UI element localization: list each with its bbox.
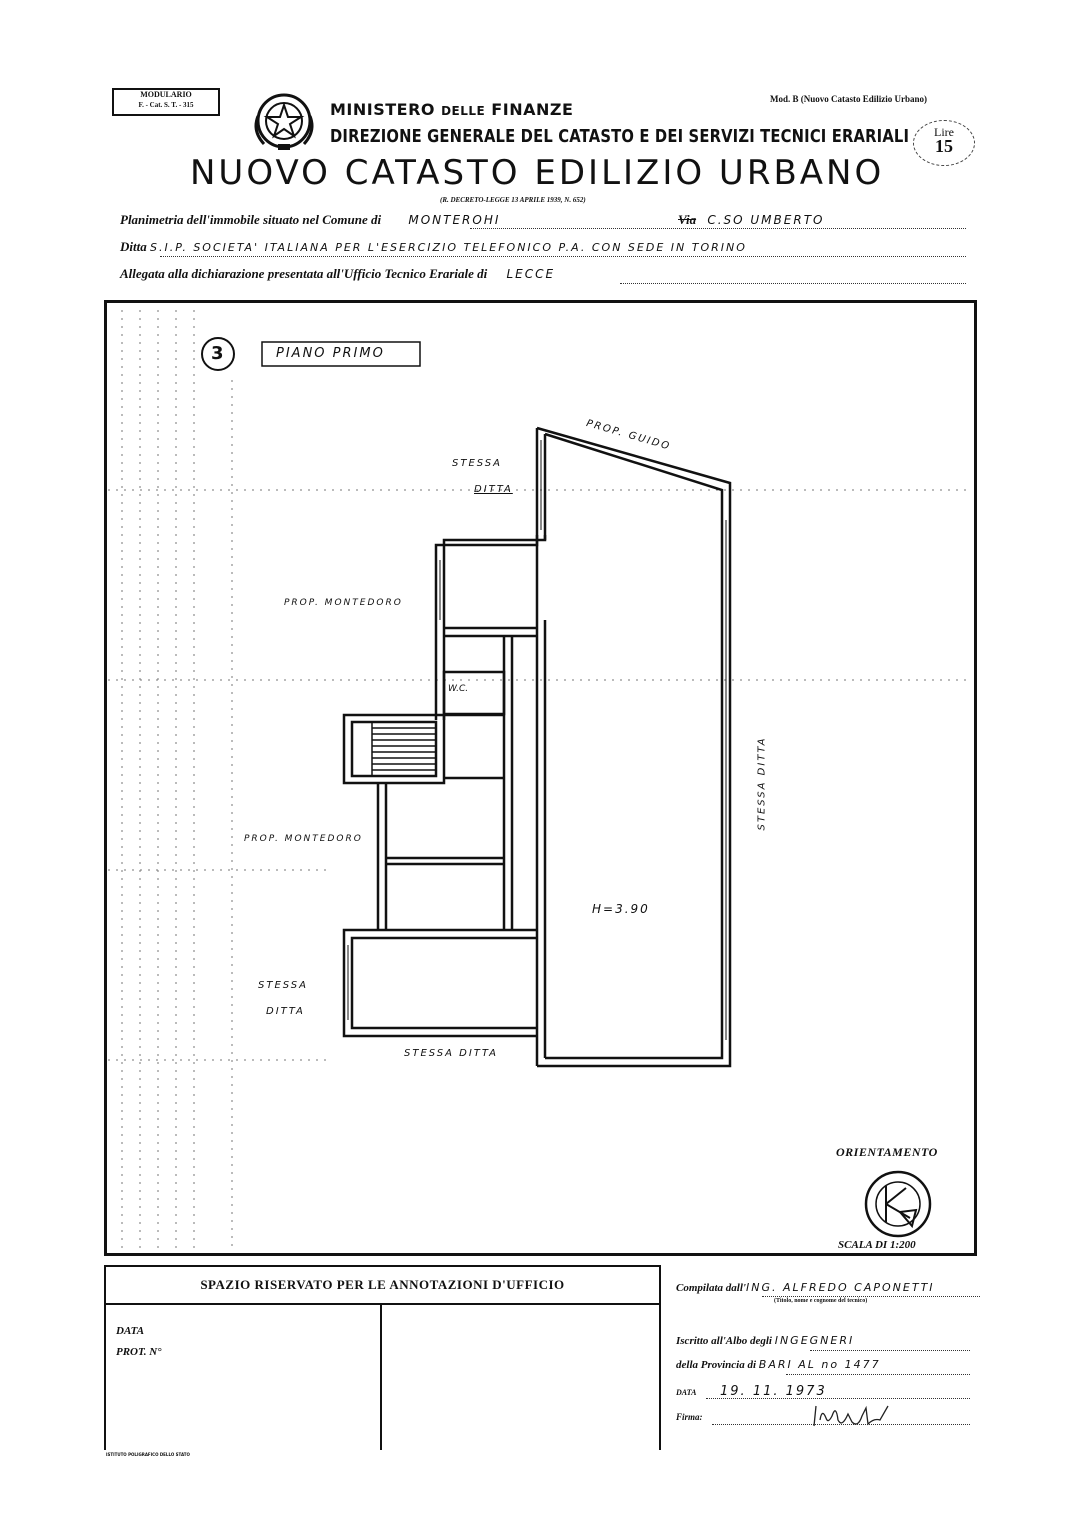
compiler-data-label: DATA xyxy=(676,1388,697,1397)
label-prop-montedoro-1: PROP. MONTEDORO xyxy=(284,598,403,608)
page-title: NUOVO CATASTO EDILIZIO URBANO xyxy=(190,153,885,193)
iscritto-dotline xyxy=(810,1350,970,1351)
lire-label: Lire xyxy=(934,125,954,139)
via-value: C.SO UMBERTO xyxy=(707,213,825,227)
stair-treads xyxy=(372,722,436,776)
orientamento-label: ORIENTAMENTO xyxy=(836,1145,938,1159)
compass-icon xyxy=(866,1172,930,1236)
walls xyxy=(344,428,730,1066)
modulario-code: F. - Cat. S. T. - 315 xyxy=(138,101,194,109)
floor-label: PIANO PRIMO xyxy=(276,346,385,361)
iscritto-label: Iscritto all'Albo degli xyxy=(676,1335,772,1347)
label-stessa-left: STESSA xyxy=(258,980,308,991)
modulario-label: MODULARIO xyxy=(140,90,192,99)
provincia-label: della Provincia di xyxy=(676,1359,757,1371)
provincia-dotline xyxy=(786,1374,970,1375)
ditta-label: Ditta xyxy=(120,239,147,254)
model-label: Mod. B (Nuovo Catasto Edilizio Urbano) xyxy=(770,94,928,104)
label-prop-montedoro-2: PROP. MONTEDORO xyxy=(244,834,363,844)
firma-label: Firma: xyxy=(676,1412,703,1422)
label-ditta-top: DITTA xyxy=(474,484,513,495)
provincia-value: BARI AL no 1477 xyxy=(758,1358,881,1371)
office-divider xyxy=(380,1305,382,1450)
decreto-reference: (R. DECRETO-LEGGE 13 APRILE 1939, N. 652) xyxy=(440,196,586,204)
printer-imprint: ISTITUTO POLIGRAFICO DELLO STATO xyxy=(106,1452,190,1457)
provincia-row xyxy=(676,1358,881,1371)
comune-value: MONTEROHI xyxy=(408,213,501,227)
sheet-number: 3 xyxy=(211,343,224,364)
label-stessa-ditta-right: STESSA DITTA xyxy=(756,736,768,831)
allegata-label: Allegata alla dichiarazione presentata all'Ufficio Tecnico Erariale di xyxy=(120,266,488,281)
label-ditta-left: DITTA xyxy=(266,1006,305,1017)
direzione-title: DIREZIONE GENERALE DEL CATASTO E DEI SERVIZI TECNICI ERARIALI xyxy=(330,126,910,147)
planimetria-label: Planimetria dell'immobile situato nel Comune di xyxy=(120,212,382,227)
firma-row xyxy=(676,1412,703,1422)
ufficio-value: LECCE xyxy=(506,267,556,281)
compilata-dotline xyxy=(762,1296,980,1297)
iscritto-row xyxy=(676,1334,854,1347)
label-prop-guido: PROP. GUIDO xyxy=(584,418,673,453)
compilata-note: (Titolo, nome e cognome del tecnico) xyxy=(774,1298,868,1304)
iscritto-value: INGEGNERI xyxy=(774,1334,855,1347)
data-row xyxy=(676,1384,827,1399)
grid-dots xyxy=(108,310,970,1250)
label-stessa-top: STESSA xyxy=(452,458,502,469)
office-data-label: DATA xyxy=(116,1325,145,1337)
compilata-label: Compilata dall' xyxy=(676,1282,746,1294)
ditta-value: S.I.P. SOCIETA' ITALIANA PER L'ESERCIZIO TELEFONICO P.A. CON SEDE IN TORINO xyxy=(149,241,747,254)
label-stessa-ditta-bottom: STESSA DITTA xyxy=(404,1048,498,1059)
compilata-value: ING. ALFREDO CAPONETTI xyxy=(745,1281,935,1294)
office-prot-label: PROT. N° xyxy=(116,1346,162,1358)
scale-label: SCALA DI 1:200 xyxy=(838,1239,916,1251)
label-wc: W.C. xyxy=(448,684,469,694)
compiler-data-value: 19. 11. 1973 xyxy=(720,1384,827,1399)
lire-value: 15 xyxy=(935,136,953,156)
via-label: Via xyxy=(678,212,697,227)
compilata-row xyxy=(676,1281,935,1294)
ministero-title: MINISTERO DELLE FINANZE xyxy=(330,100,574,119)
room-height: H=3.90 xyxy=(592,902,650,916)
office-annotation-heading: SPAZIO RISERVATO PER LE ANNOTAZIONI D'UFFICIO xyxy=(104,1265,661,1305)
signature-image xyxy=(808,1398,898,1432)
